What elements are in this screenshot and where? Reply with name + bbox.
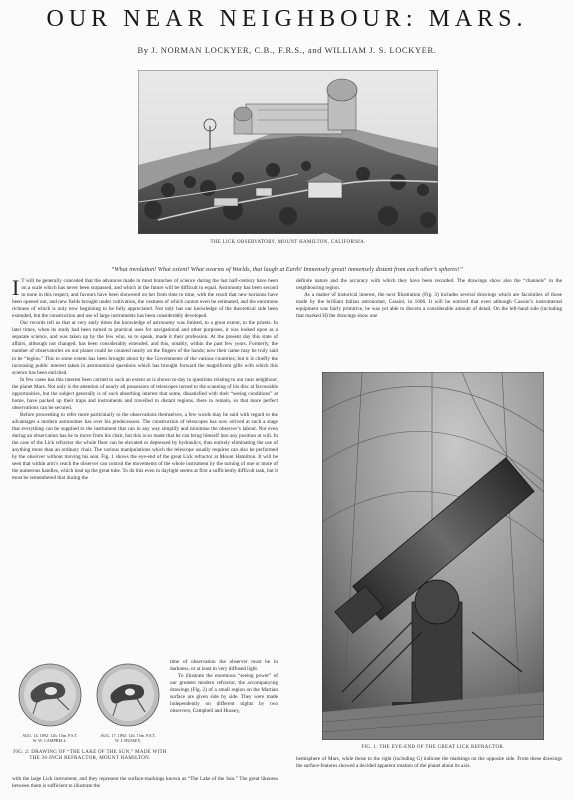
left-column-narrow	[170, 659, 278, 775]
right-paragraph-1: definite nature and the accuracy with which they have been recorded. The drawings show also the “channels” in the neighbouring region.	[296, 278, 562, 292]
lick-observatory-caption: THE LICK OBSERVATORY, MOUNT HAMILTON, CALIFORNIA.	[210, 240, 366, 245]
telescope-engraving	[322, 372, 544, 740]
fig2-caption-line1: FIG. 2: DRAWING OF “THE LAKE OF THE SUN,” MADE WITH	[13, 750, 167, 755]
fig2-left-observer: W. W. CAMPBELL.	[32, 738, 68, 743]
paragraph-5: To illustrate the enormous “seeing power” of our greatest modern refractor, the accompanying drawings (Fig. 2) of a small region on the Martian surface are given side by side. They were made independently on different nights by two observers, Campbell and Hussey,	[170, 673, 278, 715]
right-paragraph-3: hemisphere of Mars, while those to the right (including G) indicate the markings on the opposite side. From these drawings the surface-features showed a decided apparent rotation of the planet about its axis.	[296, 756, 562, 770]
right-paragraph-2: As a matter of historical interest, the next Illustration (Fig. 3) includes several drawings which are facsimiles of those made by the brilliant Italian astronomer, Cassini, in 1666. It will be noticed that even although Cassini’s instrumental equipment was fairly primitive, he was yet able to discern a considerable amount of detail. On the left-hand side (including that marked H) the drawings show one	[296, 292, 562, 320]
paragraph-3: In few cases has this interest been carried to such an extent as is shown to-day in questions relating to our near neighbour, the planet Mars. Not only is the attention of nearly all possessors of telescopes turned to the scanning of his disc at favourable opportunities, but the subject generally is of such absorbing interest that some, dissatisfied with their “seeing conditions” at home, have packed up their traps and instruments and travelled to distant regions, there to remain, so that more perfect observations can be secured.	[12, 376, 278, 411]
fig2-caption-line2: THE 36-INCH REFRACTOR, MOUNT HAMILTON.	[29, 756, 151, 761]
fig1-caption: FIG. 1: THE EYE-END OF THE GREAT LICK REFRACTOR.	[361, 745, 505, 750]
mars-disc-campbell	[17, 662, 83, 728]
mars-disc-hussey	[95, 662, 161, 728]
observatory-engraving	[138, 70, 438, 234]
fig1-telescope-photo	[322, 372, 544, 740]
paragraph-4-continued: time of observation the observer must be in darkness, or at least in very diffused light.	[170, 659, 278, 673]
fig2-left-date: AUG. 14, 1892: 12h. 15m. P.S.T.	[22, 733, 78, 738]
left-column-bottom	[12, 776, 278, 798]
paragraph-1-text: T will be generally conceded that the advances made in most branches of science during the last half-century have been on a scale which has never been surpassed, and which in the future will be difficult to equal. Astronomy has been second to none in this respect, and favours have been showered on her from time to time, with the result that new horizons have been opened out, and new fields brought under cultivation, the vastness of which cannot even be estimated, and the enormous richness of which is only now beginning to be fully appreciated. Not only has our knowledge of the theoretical side been extended, but the construction and use of large instruments has been considerably developed.	[12, 278, 278, 320]
drop-cap: I	[12, 278, 20, 300]
article-byline: By J. NORMAN LOCKYER, C.B., F.R.S., and WILLIAM J. S. LOCKYER.	[137, 45, 437, 55]
paragraph-4: Before proceeding to refer more particularly to the observations themselves, a few words may be said with regard to the advantages a modern astronomer has over his predecessors. The construction of telescopes has now arrived at such a stage that everything can be supplied to the instrument that can in any way simplify and minimise the observer’s labour. Not even during an observation has he to move from his chair, but this is so made that he can bring himself into any position at will. In the case of the Lick refractor the whole floor can be elevated or depressed by hydraulics, thus entirely eliminating the use of anything more than an ordinary chair. The various manipulations which the telescope usually requires can also be performed by the observer without moving his seat. Fig. 1 shows the eye-end of the great Lick refractor at Mount Hamilton. It will be seen that within arm’s reach the observer can control the movements of the whole instrument by the turning of one or more of the numerous handles, which lead up the great tube. To do this even in daylight seems at first a sufficiently difficult task, but it must be remembered that during the	[12, 411, 278, 482]
paragraph-5-continued: with the large Lick instrument, and they represent the surface-markings known as “The Lake of the Sun.” The great likeness between them is sufficient to illustrate the	[12, 776, 278, 790]
fig2-caption	[10, 750, 170, 762]
lick-observatory-photo	[138, 70, 438, 234]
paragraph-2: Our records tell us that at very early times the knowledge of astronomy was limited, to a great extent, to the priests. In later times, when its study had been turned to practical uses for navigational and other purposes, it was looked upon as a separate science, and was taken up by the few who, so to speak, made it their profession. At the present day this state of affairs, although not changed, has been considerably extended, and this, notably, within the past few years. Formerly, the number of observatories on our planet could be counted nearly on the fingers of the hands; now their name may be truly said to be “legion.” This to some extent has been brought about by the Governments of the various countries; but it is chiefly the increasing public interest taken in astronomical questions which has brought forward the magnificent gifts with which this science has been enriched.	[12, 320, 278, 376]
left-column	[12, 278, 278, 658]
epigraph: “What involution! What extent! What swarms of Worlds, that laugh at Earth! Immensely great! immensely distant from each other’s spheres!”	[111, 266, 463, 273]
right-column-text-block	[296, 756, 562, 798]
fig2-hussey-drawing	[92, 662, 164, 743]
fig2-campbell-drawing	[14, 662, 86, 743]
fig2-right-date: AUG. 17, 1892: 12h. 15m. P.S.T.	[100, 733, 156, 738]
fig2-right-observer: W. J. HUSSEY.	[114, 738, 142, 743]
right-column-top	[296, 278, 562, 364]
article-title: OUR NEAR NEIGHBOUR: MARS.	[46, 6, 528, 32]
paragraph-1	[12, 278, 278, 320]
